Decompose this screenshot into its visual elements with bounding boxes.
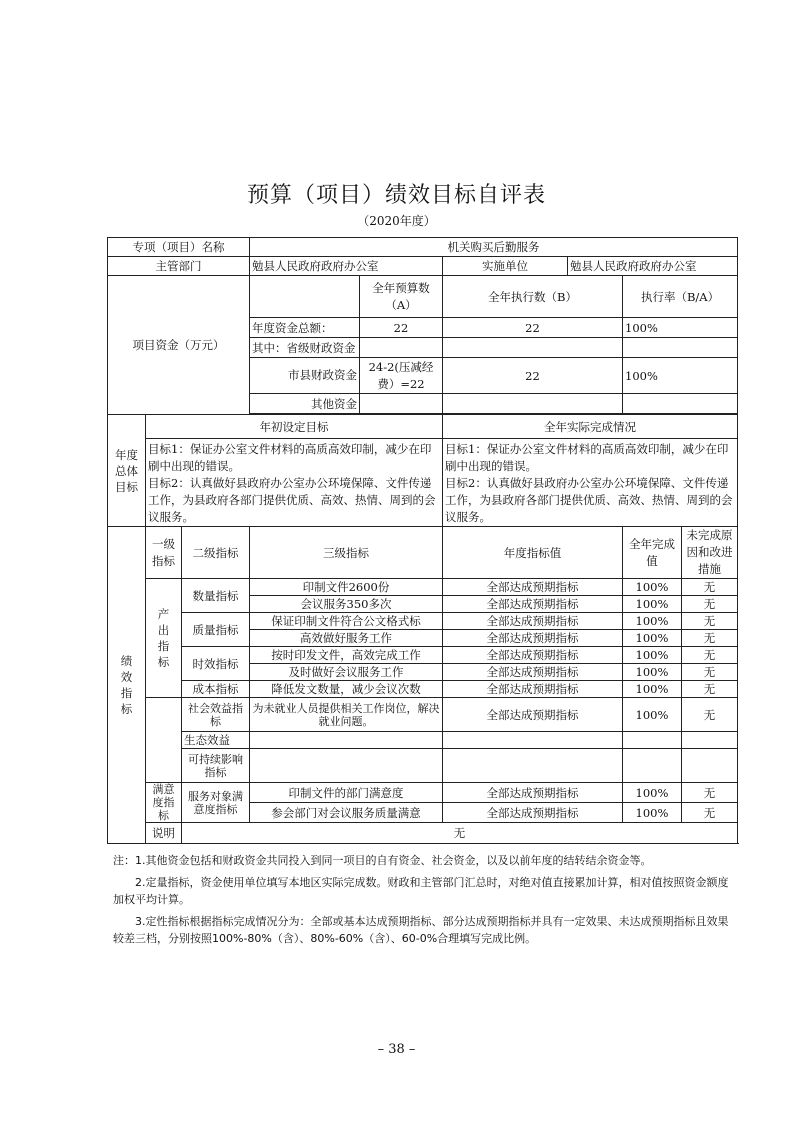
target-cell: 全部达成预期指标 [443,783,623,803]
reason-cell: 无 [682,783,738,803]
target-cell: 全部达成预期指标 [443,698,623,732]
year-subtitle: （2020年度） [357,214,436,228]
reason-cell: 无 [682,630,738,647]
l3-header: 三级指标 [250,527,443,579]
quality-indicator: 质量指标 [182,613,250,647]
l3-cell: 及时做好会议服务工作 [250,664,443,681]
reason-cell: 无 [682,613,738,630]
note-3: 3.定性指标根据指标完成情况分为：全部或基本达成预期指标、部分达成预期指标并具有一定效果、未达成预期指标且效果较差三档，分别按照100%-80%（含）、80%-60%（含）、60-0%合理填写完成比例。 [113,915,729,945]
target-cell: 全部达成预期指标 [443,803,623,823]
done-header: 全年完成值 [623,527,682,579]
remark-label: 说明 [146,823,182,844]
note-2: 2.定量指标，资金使用单位填写本地区实际完成数。财政和主管部门汇总时，对绝对值直接累加计算，相对值按照资金额度加权平均计算。 [113,876,729,906]
funds-blank-header [250,276,360,318]
reason-cell: 无 [682,647,738,664]
total-exec: 22 [443,318,623,338]
l3-cell: 为未就业人员提供相关工作岗位，解决就业问题。 [250,698,443,732]
reason-cell: 无 [682,596,738,613]
target-header: 年度指标值 [443,527,623,579]
county-funds-label: 市县财政资金 [250,358,360,394]
reason-cell: 无 [682,681,738,698]
total-funds-label: 年度资金总额： [250,318,360,338]
l3-cell: 会议服务350多次 [250,596,443,613]
dept-value: 勉县人民政府政府办公室 [250,257,443,276]
l3-cell: 降低发文数量，减少会议次数 [250,681,443,698]
target-cell: 全部达成预期指标 [443,664,623,681]
done-cell: 100% [623,664,682,681]
target-cell: 全部达成预期指标 [443,613,623,630]
l3-cell: 印制文件2600份 [250,579,443,596]
effect-category [146,698,182,783]
note-1: 注：1.其他资金包括和财政资金共同投入到同一项目的自有资金、社会资金，以及以前年度的结转结余资金等。 [113,854,652,867]
set-goals-text [146,439,443,527]
done-goals-text [443,439,738,527]
l3-cell: 高效做好服务工作 [250,630,443,647]
service-indicator: 服务对象满意度指标 [182,783,250,823]
budget-col-header: 全年预算数（A） [360,276,443,318]
dept-label: 主管部门 [108,257,250,276]
target-cell: 全部达成预期指标 [443,647,623,664]
project-name-label: 专项（项目）名称 [108,238,250,257]
target-cell: 全部达成预期指标 [443,596,623,613]
unit-label: 实施单位 [443,257,568,276]
exec-col-header: 全年执行数（B） [443,276,623,318]
reason-header: 未完成原因和改进措施 [682,527,738,579]
reason-cell: 无 [682,803,738,823]
satisfaction-category: 满意度指标 [146,783,182,823]
other-funds-label: 其他资金 [250,394,360,414]
county-budget: 24-2(压减经费）=22 [360,358,443,394]
done-cell: 100% [623,613,682,630]
total-budget: 22 [360,318,443,338]
county-exec: 22 [443,358,623,394]
target-cell: 全部达成预期指标 [443,579,623,596]
evaluation-table [107,237,738,844]
target-cell: 全部达成预期指标 [443,630,623,647]
done-goal-1: 目标1：保证办公室文件材料的高质高效印制，减少在印刷中出现的错误。 [445,442,729,473]
prov-funds-label: 其中：省级财政资金 [250,338,360,358]
footnotes [113,852,735,952]
page-title: 预算（项目）绩效目标自评表 [246,183,546,208]
funds-label: 项目资金（万元） [108,276,250,415]
set-goals-header: 年初设定目标 [146,415,443,439]
l2-header: 二级指标 [182,527,250,579]
total-rate: 100% [623,318,738,338]
quantity-indicator: 数量指标 [182,579,250,613]
done-cell: 100% [623,803,682,823]
reason-cell: 无 [682,698,738,732]
cost-indicator: 成本指标 [182,681,250,698]
reason-cell: 无 [682,579,738,596]
done-cell: 100% [623,647,682,664]
social-indicator: 社会效益指标 [182,698,250,732]
done-cell: 100% [623,579,682,596]
done-cell: 100% [623,630,682,647]
remark-value: 无 [182,823,738,844]
sustain-indicator: 可持续影响指标 [182,749,250,783]
done-cell: 100% [623,698,682,732]
eco-indicator: 生态效益 [182,732,250,749]
page-number: – 38 – [377,1042,416,1057]
l3-cell: 保证印制文件符合公文格式标 [250,613,443,630]
target-cell: 全部达成预期指标 [443,681,623,698]
time-indicator: 时效指标 [182,647,250,681]
project-name-value: 机关购买后勤服务 [250,238,738,257]
annual-goals-label: 年度总体目标 [108,415,146,527]
set-goal-1: 目标1：保证办公室文件材料的高质高效印制，减少在印刷中出现的错误。 [148,442,432,473]
rate-col-header: 执行率（B/A） [623,276,738,318]
reason-cell: 无 [682,664,738,681]
county-rate: 100% [623,358,738,394]
perf-label: 绩效指标 [108,527,146,844]
done-cell: 100% [623,681,682,698]
output-category: 产出指标 [146,579,182,698]
l1-header: 一级指标 [146,527,182,579]
done-cell: 100% [623,783,682,803]
set-goal-2: 目标2：认真做好县政府办公室办公环境保障、文件传递工作，为县政府各部门提供优质、高效、热情、周到的会议服务。 [148,476,436,524]
l3-cell: 印制文件的部门满意度 [250,783,443,803]
done-goals-header: 全年实际完成情况 [443,415,738,439]
done-goal-2: 目标2：认真做好县政府办公室办公环境保障、文件传递工作，为县政府各部门提供优质、高效、热情、周到的会议服务。 [445,476,733,524]
l3-cell: 参会部门对会议服务质量满意 [250,803,443,823]
done-cell: 100% [623,596,682,613]
l3-cell: 按时印发文件，高效完成工作 [250,647,443,664]
unit-value: 勉县人民政府政府办公室 [568,257,738,276]
